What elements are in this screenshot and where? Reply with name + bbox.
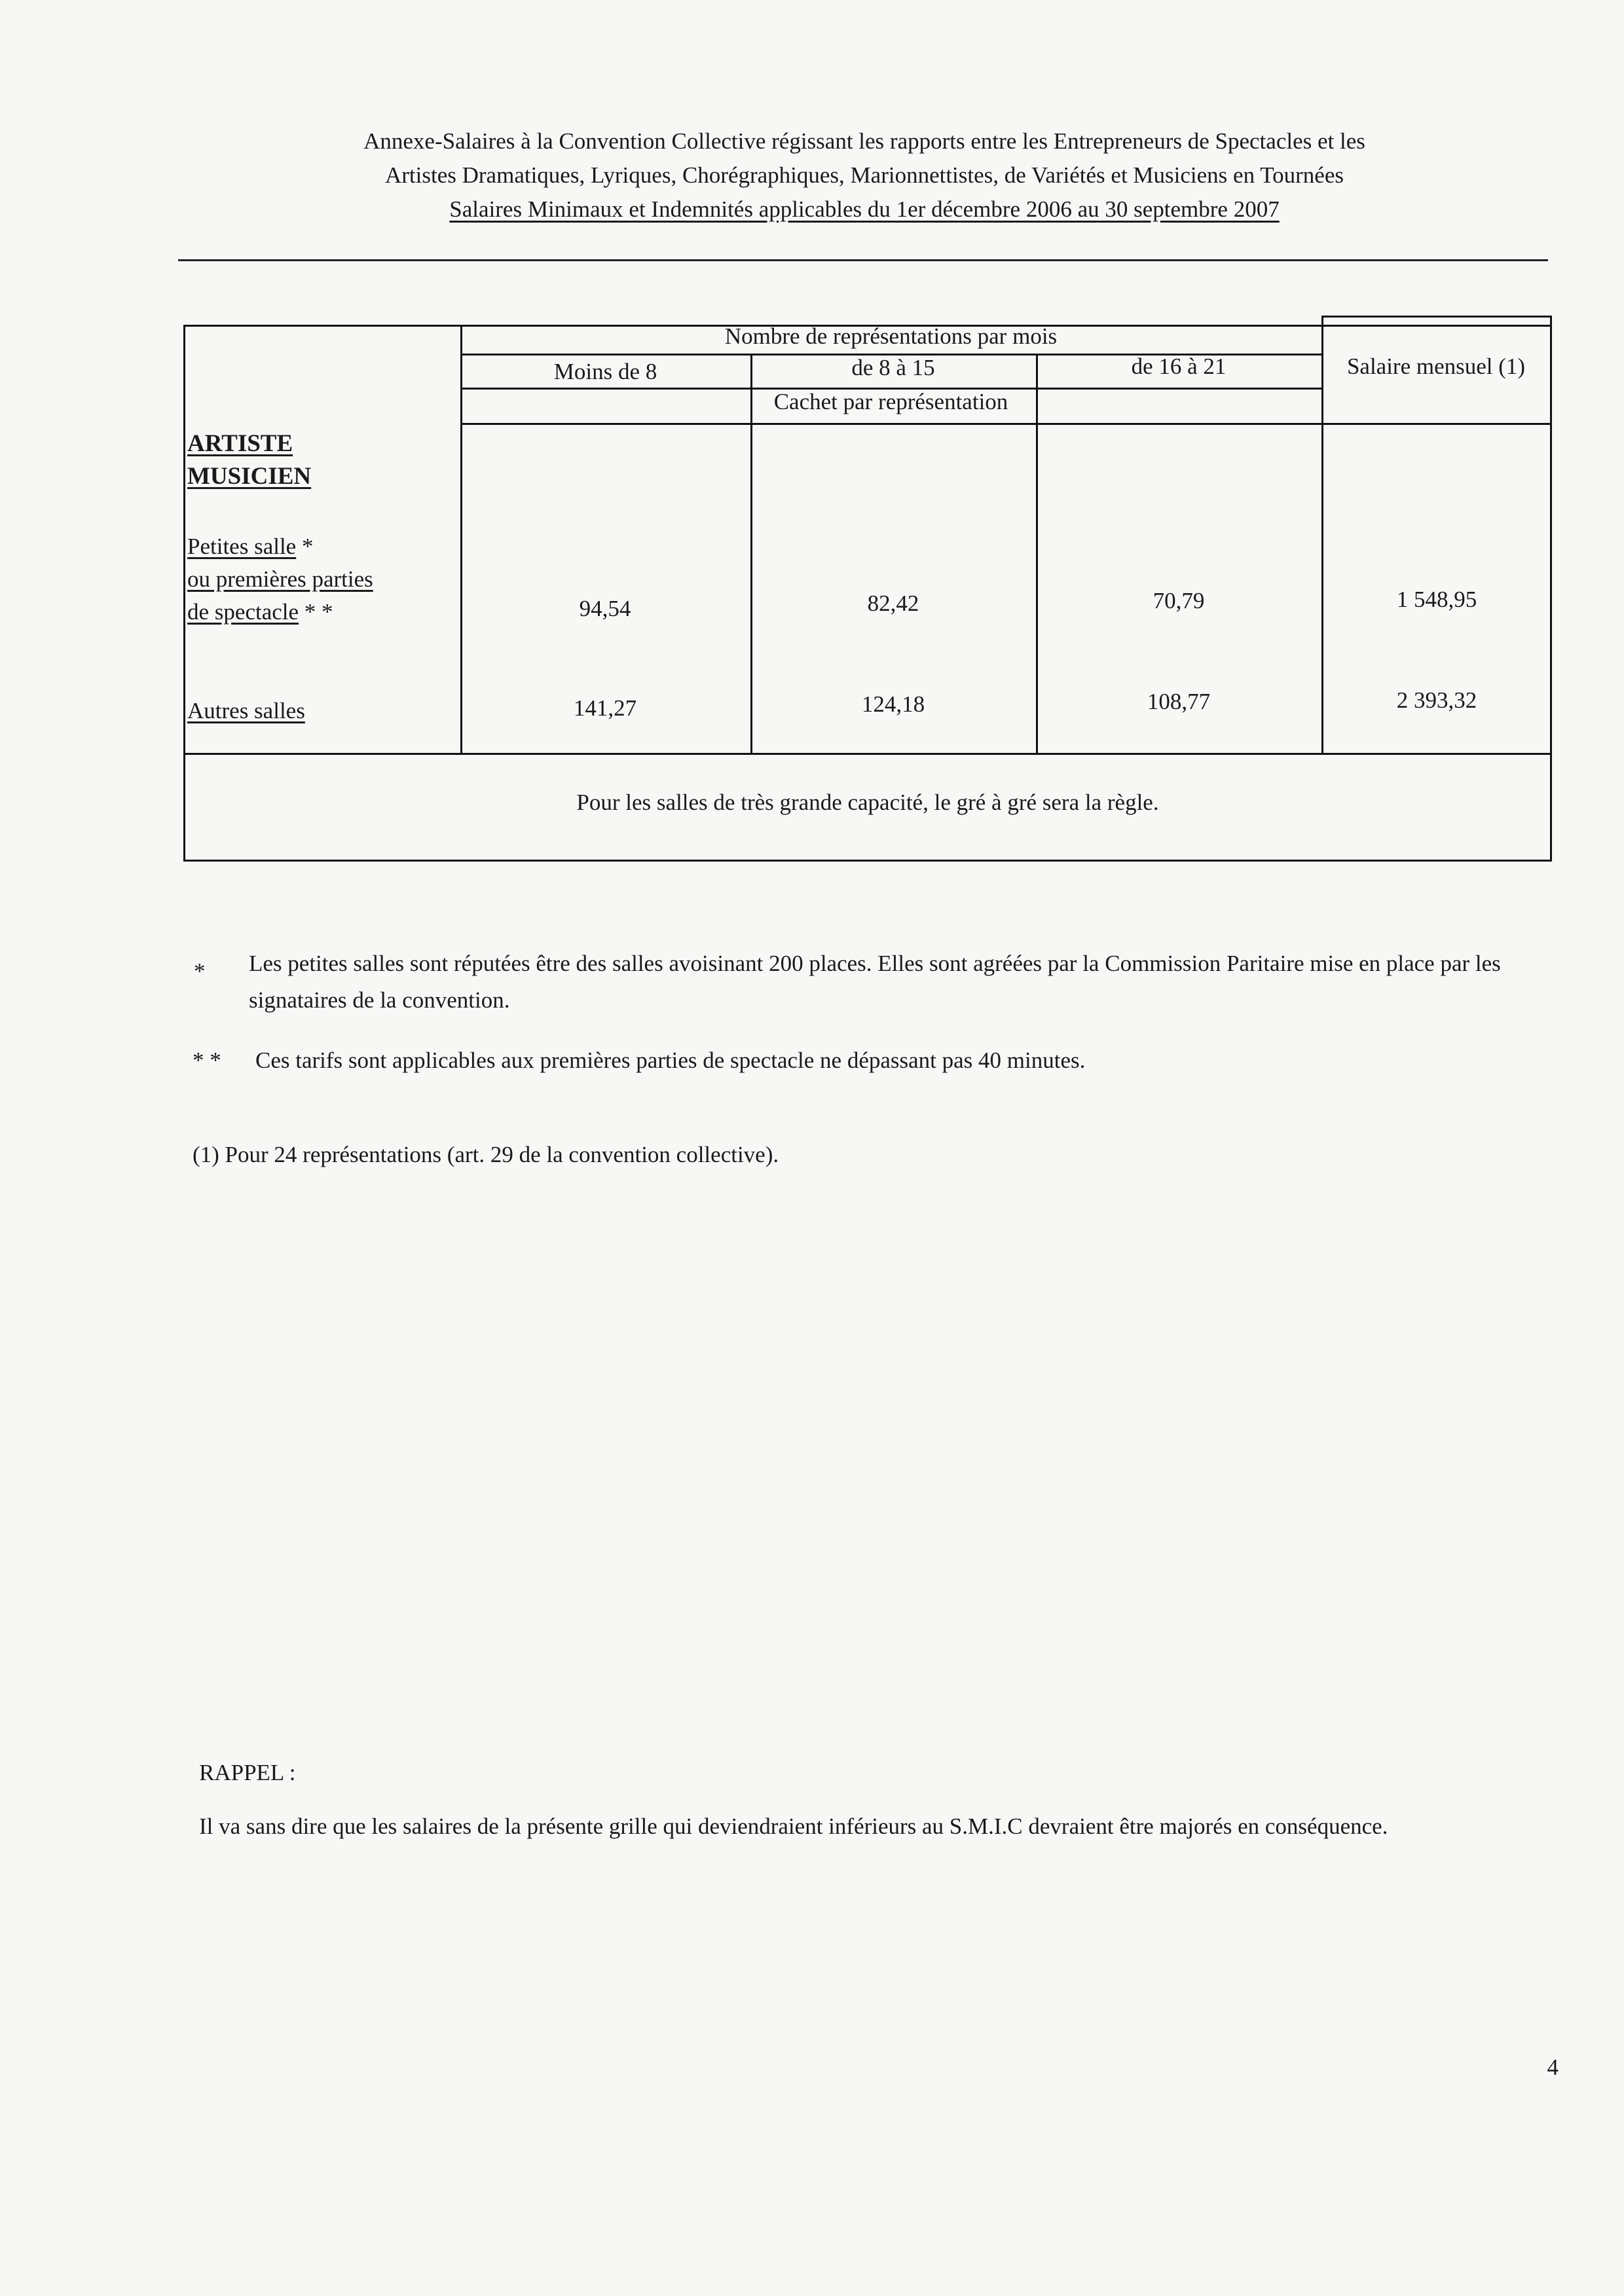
- category-line-2: MUSICIEN: [187, 463, 312, 490]
- cell-autres-16-a-21: 108,77: [1147, 689, 1211, 714]
- row-label-line-3: de spectacle: [187, 599, 299, 625]
- group-header: Nombre de représentations par mois: [724, 323, 1058, 349]
- cell-autres-8-a-15: 124,18: [861, 691, 925, 717]
- page-number: 4: [1547, 2054, 1559, 2080]
- header-line-3: Salaires Minimaux et Indemnités applicables du 1er décembre 2006 au 30 septembre 2007: [449, 196, 1280, 222]
- note-star-1-mark: *: [194, 958, 206, 984]
- note-star-2-text: Ces tarifs sont applicables aux premières parties de spectacle ne dépassant pas 40 minutes.: [255, 1048, 1086, 1073]
- table-footer-note: Pour les salles de très grande capacité, le gré à gré sera la règle.: [576, 790, 1159, 815]
- cell-autres-salaire: 2 393,32: [1396, 687, 1477, 713]
- header-line-1: Annexe-Salaires à la Convention Collective régissant les rapports entre les Entrepreneurs de Spectacles et les: [363, 128, 1365, 154]
- cell-petites-8-a-15: 82,42: [867, 591, 919, 616]
- salary-header-top: [1321, 316, 1552, 318]
- cell-petites-moins-de-8: 94,54: [579, 596, 631, 621]
- note-star-2-mark: * *: [193, 1048, 221, 1073]
- salary-header-right: [1550, 316, 1552, 329]
- table-note-divider: [183, 753, 1552, 755]
- category-line-1: ARTISTE: [187, 430, 293, 457]
- col-divider-3: [1321, 316, 1323, 755]
- row-label-autres-salles: Autres salles: [187, 698, 305, 723]
- document-header: [170, 124, 1559, 227]
- column-header-16-a-21: de 16 à 21: [1131, 354, 1227, 379]
- row-label-petites-salles: [187, 530, 373, 629]
- salary-header: Salaire mensuel (1): [1346, 354, 1526, 379]
- column-header-8-a-15: de 8 à 15: [851, 355, 935, 380]
- cell-petites-16-a-21: 70,79: [1153, 588, 1205, 613]
- row-label-line-2: ou premières parties: [187, 566, 373, 592]
- note-star-1-text: Les petites salles sont réputées être des salles avoisinant 200 places. Elles sont agréées par la Commission Paritaire mise en place par les signataires de la convention.: [249, 951, 1501, 1013]
- header-divider: [178, 259, 1548, 261]
- row-label-mark-3: * *: [299, 599, 333, 625]
- cell-petites-salaire: 1 548,95: [1396, 587, 1477, 612]
- row-label-mark-1: *: [296, 534, 314, 559]
- sub-header: Cachet par représentation: [773, 389, 1008, 414]
- header-line-2: Artistes Dramatiques, Lyriques, Chorégraphiques, Marionnettistes, de Variétés et Musiciens en Tournées: [385, 162, 1344, 188]
- footnote-1: (1) Pour 24 représentations (art. 29 de la convention collective).: [193, 1142, 779, 1167]
- rappel-text: Il va sans dire que les salaires de la présente grille qui deviendraient inférieurs au S.M.I.C devraient être majorés en conséquence.: [199, 1813, 1388, 1839]
- cell-autres-moins-de-8: 141,27: [573, 695, 637, 721]
- row-label-line-1: Petites salle: [187, 534, 297, 559]
- column-header-moins-de-8: Moins de 8: [553, 359, 657, 384]
- rappel-heading: RAPPEL :: [199, 1760, 296, 1785]
- subheader-bottom: [460, 423, 1551, 425]
